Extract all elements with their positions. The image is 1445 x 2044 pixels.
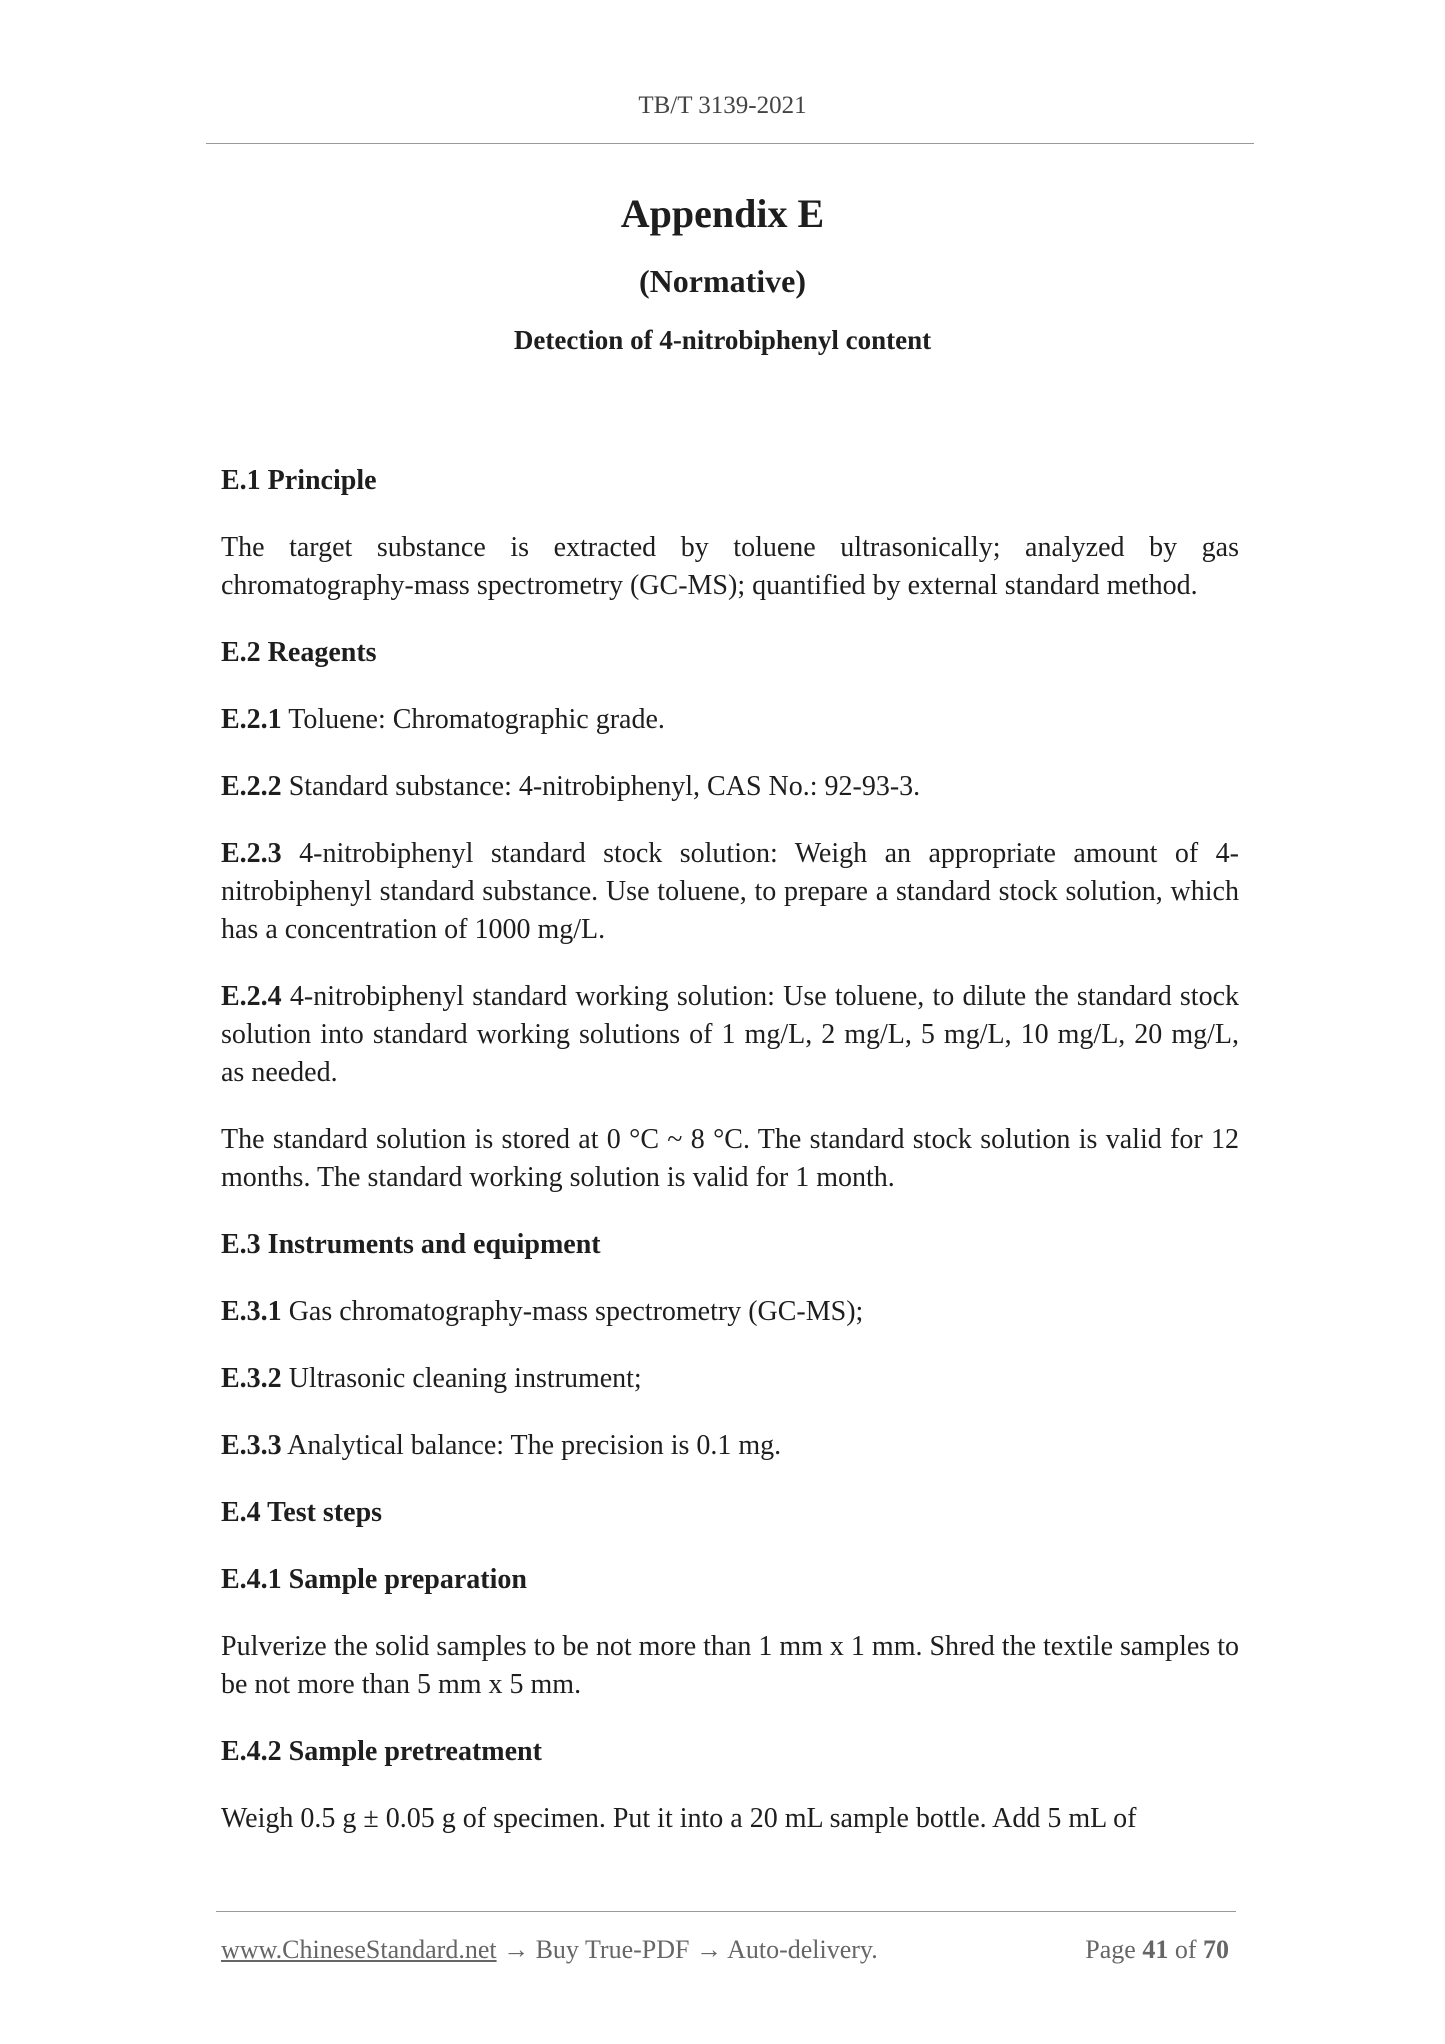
clause-e3-1	[221, 1293, 1239, 1331]
clause-e3-2	[221, 1360, 1239, 1398]
page-indicator	[1085, 1933, 1229, 1967]
document-id-header: TB/T 3139-2021	[638, 92, 807, 119]
section-heading-e4: E.4 Test steps	[221, 1497, 383, 1528]
of-label: of	[1174, 1935, 1197, 1964]
principle-text: The target substance is extracted by toluene ultrasonically; analyzed by gas chromatography-mass spectrometry (GC-MS); quantified by external standard method.	[221, 532, 1239, 601]
title-block	[0, 188, 1445, 358]
auto-delivery-text: Auto-delivery.	[727, 1935, 878, 1964]
clause-text: 4-nitrobiphenyl standard stock solution: Weigh an appropriate amount of 4-nitrobiphenyl standard substance. Use toluene, to prepare a standard stock solution, which has a concentration of 1000 mg/L.	[221, 838, 1240, 945]
clause-e3-3	[221, 1427, 1239, 1465]
subsection-heading-e4-1: E.4.1 Sample preparation	[221, 1564, 527, 1595]
buy-true-pdf-text: Buy True-PDF	[535, 1935, 690, 1964]
clause-text: Toluene: Chromatographic grade.	[288, 704, 665, 735]
sample-pretreatment-text: Weigh 0.5 g ± 0.05 g of specimen. Put it into a 20 mL sample bottle. Add 5 mL of	[221, 1803, 1137, 1834]
clause-number: E.2.1	[221, 704, 282, 735]
clause-number: E.2.3	[221, 838, 282, 869]
footer-divider	[216, 1911, 1236, 1912]
website-link[interactable]: www.ChineseStandard.net	[221, 1935, 497, 1964]
clause-e2-2	[221, 768, 1239, 806]
page-label: Page	[1085, 1935, 1136, 1964]
normative-label: (Normative)	[638, 263, 807, 299]
clause-number: E.3.2	[221, 1363, 282, 1394]
arrow-right-icon: →	[503, 1935, 530, 1964]
subsection-heading-e4-2: E.4.2 Sample pretreatment	[221, 1736, 542, 1767]
clause-text: Ultrasonic cleaning instrument;	[288, 1363, 642, 1394]
clause-text: Gas chromatography-mass spectrometry (GC-MS);	[288, 1296, 864, 1327]
appendix-title: Appendix E	[620, 191, 825, 236]
clause-text: 4-nitrobiphenyl standard working solution: Use toluene, to dilute the standard stock solution into standard working solutions of 1 mg/L, 2 mg/L, 5 mg/L, 10 mg/L, 20 mg/L, as needed.	[221, 981, 1240, 1088]
current-page-number: 41	[1142, 1935, 1169, 1964]
clause-e2-1	[221, 701, 1239, 739]
clause-number: E.3.3	[221, 1430, 282, 1461]
section-heading-e1: E.1 Principle	[221, 465, 377, 496]
clause-number: E.2.4	[221, 981, 282, 1012]
sample-preparation-text: Pulverize the solid samples to be not more than 1 mm x 1 mm. Shred the textile samples to be not more than 5 mm x 5 mm.	[221, 1631, 1239, 1700]
clause-text: Analytical balance: The precision is 0.1 mg.	[287, 1430, 782, 1461]
clause-number: E.2.2	[221, 771, 282, 802]
arrow-right-icon: →	[696, 1935, 722, 1964]
section-heading-e3: E.3 Instruments and equipment	[221, 1229, 601, 1260]
storage-note: The standard solution is stored at 0 °C ~ 8 °C. The standard stock solution is valid for 12 months. The standard working solution is valid for 1 month.	[221, 1124, 1239, 1193]
section-heading-e2: E.2 Reagents	[221, 637, 377, 668]
clause-e2-3	[221, 835, 1239, 949]
clause-number: E.3.1	[221, 1296, 282, 1327]
footer-promo	[221, 1933, 878, 1967]
clause-e2-4	[221, 978, 1239, 1092]
document-body	[221, 462, 1239, 1867]
appendix-subtitle: Detection of 4-nitrobiphenyl content	[513, 325, 932, 355]
total-pages-number: 70	[1203, 1935, 1229, 1964]
header-divider	[206, 143, 1254, 144]
clause-text: Standard substance: 4-nitrobiphenyl, CAS No.: 92-93-3.	[288, 771, 921, 802]
